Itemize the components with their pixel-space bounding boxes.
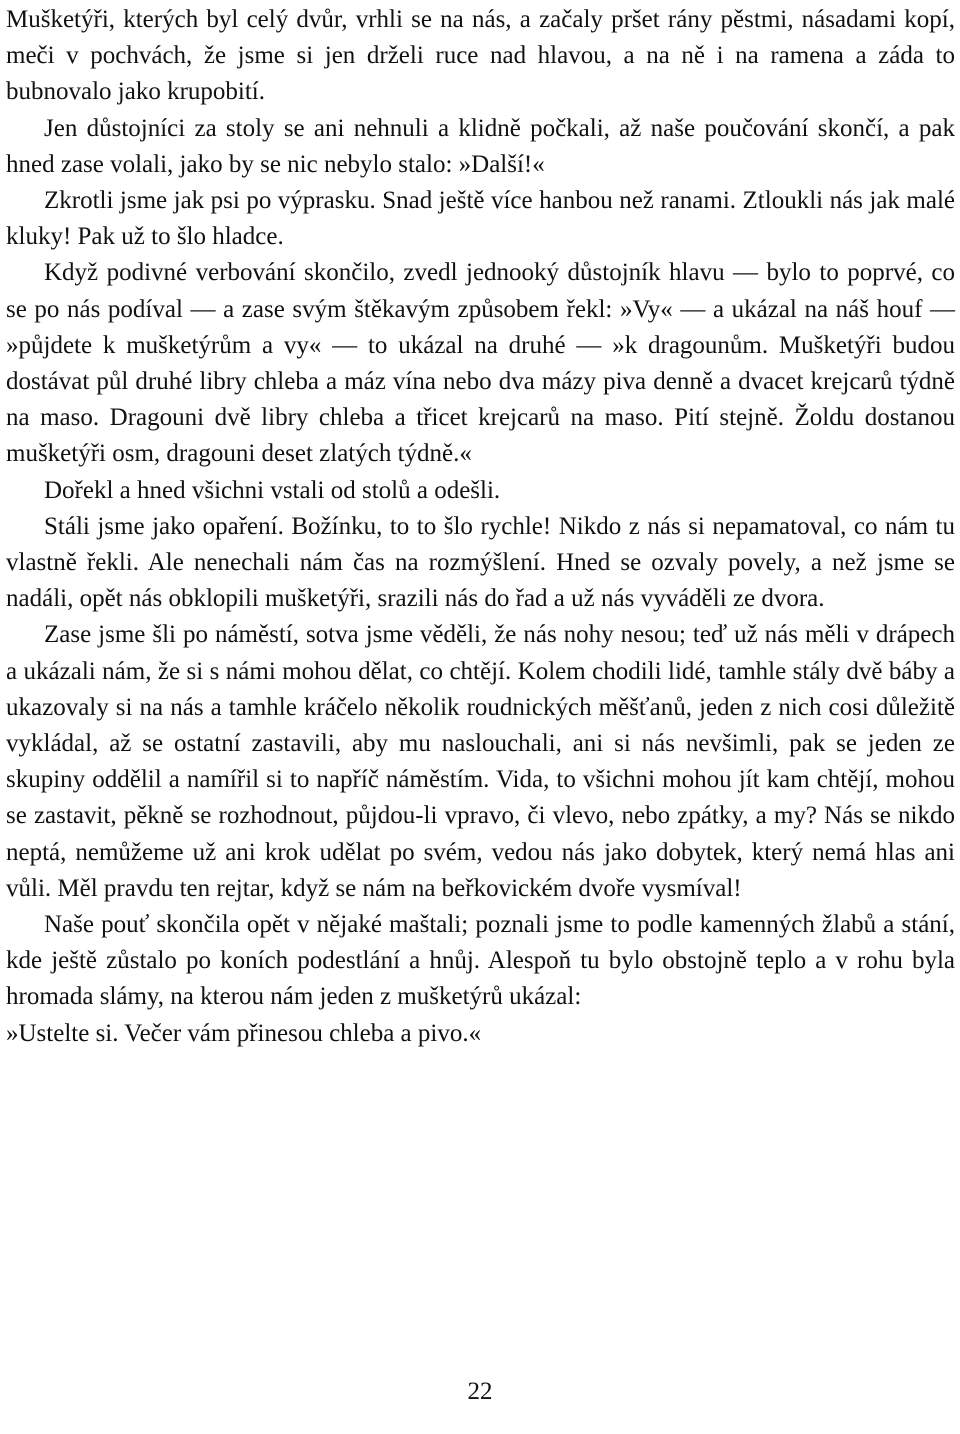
paragraph-2: Jen důstojníci za stoly se ani nehnuli a klidně počkali, až naše poučování skončí, a pak hned zase volali, jako by se nic nebylo stalo: »Další!« (6, 114, 955, 178)
paragraph-4: Když podivné verbování skončilo, zvedl jednooký důstojník hlavu — bylo to poprvé, co se po nás podíval — a zase svým štěkavým způsobem řekl: »Vy« — a ukázal na náš houf — »půjdete k mušketýrům a vy« — to ukázal na druhé — »k dragounům. Mušketýři budou dostávat půl druhé libry chleba a máz vína nebo dva mázy piva denně a dvacet krejcarů týdně na maso. Dragouni dvě libry chleba a třicet krejcarů na maso. Pití stejně. Žoldu dostanou mušketýři osm, dragouni deset zlatých týdně.« (6, 259, 955, 468)
paragraph-3: Zkrotli jsme jak psi po výprasku. Snad ještě více hanbou než ranami. Ztloukli nás jak malé kluky! Pak už to šlo hladce. (6, 187, 955, 251)
paragraph-6: Stáli jsme jako opaření. Božínku, to to šlo rychle! Nikdo z nás si nepamatoval, co nám tu vlastně řekli. Ale nenechali nám čas na rozmýšlení. Hned se ozvaly povely, a než jsme se nadáli, opět nás obklopili mušketýři, srazili nás do řad a už nás vyváděli ze dvora. (6, 512, 955, 613)
paragraph-9: »Ustelte si. Večer vám přinesou chleba a pivo.« (6, 1019, 482, 1047)
paragraph-1: Mušketýři, kterých byl celý dvůr, vrhli se na nás, a začaly pršet rány pěstmi, násadami kopí, meči v pochvách, že jsme si jen drželi ruce nad hlavou, a na ně i na ramena a záda to bubnovalo jako krupobití. (6, 6, 955, 106)
page-number: 22 (467, 1378, 493, 1405)
paragraph-8: Naše pouť skončila opět v nějaké maštali; poznali jsme to podle kamenných žlabů a stání, kde ještě zůstalo po koních podestlání a hnůj. Alespoň tu bylo obstojně teplo a v rohu byla hromada slámy, na kterou nám jeden z mušketýrů ukázal: (6, 911, 955, 1011)
paragraph-7: Zase jsme šli po náměstí, sotva jsme věděli, že nás nohy nesou; teď už nás měli v drápech a ukázali nám, že si s námi mohou dělat, co chtějí. Kolem chodili lidé, tamhle stály dvě báby a ukazovaly si na nás a tamhle kráčelo několik roudnických měšťanů, jeden z nich cosi důležitě vykládal, až se ostatní zastavili, aby mu naslouchali, ani si nás nevšimli, pak se jeden ze skupiny oddělil a namířil si to napříč náměstím. Vida, to všichni mohou jít kam chtějí, mohou se zastavit, pěkně se rozhodnout, půjdou-li vpravo, či vlevo, nebo zpátky, a my? Nás se nikdo neptá, nemůžeme už ani krok udělat po svém, vedou nás jako dobytek, který nemá hlas ani vůli. Měl pravdu ten rejtar, když se nám na beřkovickém dvoře vysmíval! (6, 621, 955, 902)
document-page (6, 2, 955, 1052)
paragraph-5: Dořekl a hned všichni vstali od stolů a odešli. (44, 476, 501, 504)
